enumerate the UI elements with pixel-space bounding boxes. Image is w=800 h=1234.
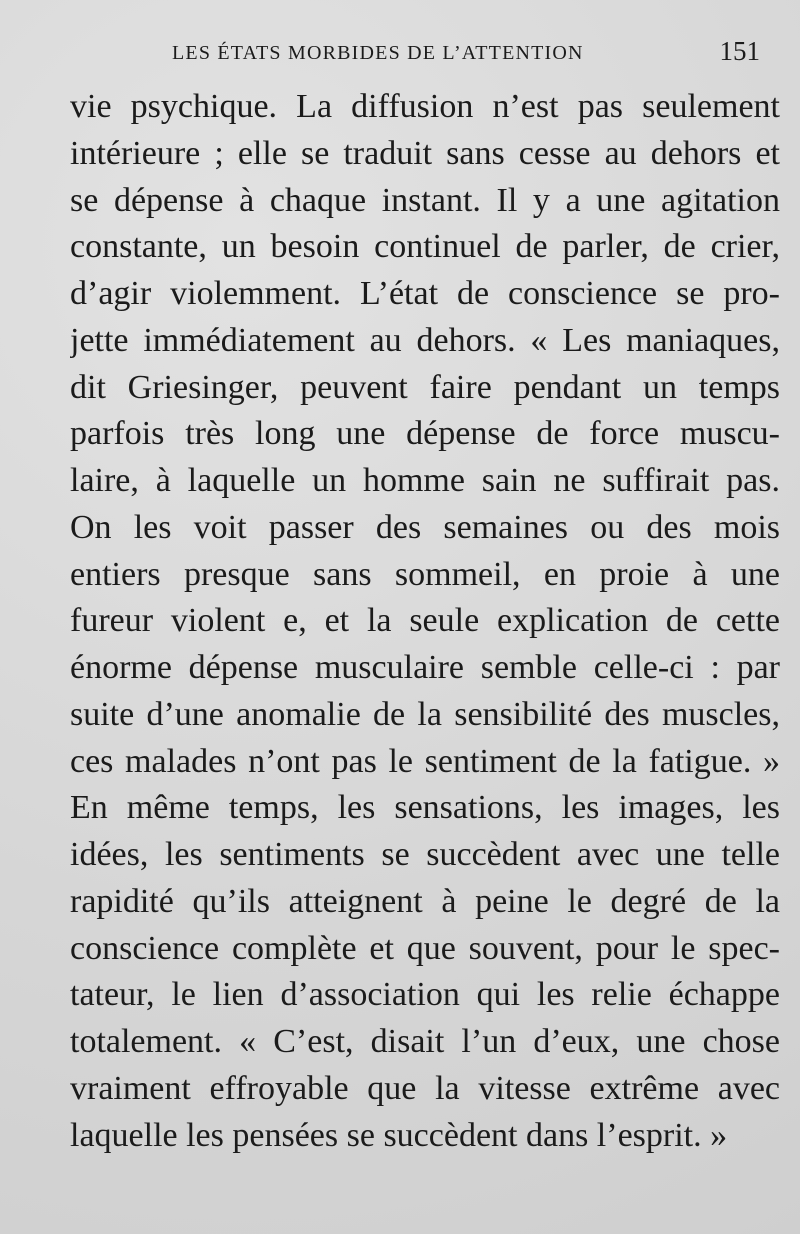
text-line: vraiment effroyable que la vitesse extrême avec	[70, 1069, 780, 1107]
text-line: d’agir violemment. L’état de conscience se pro-	[70, 275, 780, 312]
body-text	[70, 84, 780, 1159]
text-line: En même temps, les sensations, les images, les	[70, 789, 780, 827]
text-line: vie psychique. La diffusion n’est pas seulement	[70, 88, 780, 125]
text-line: On les voit passer des semaines ou des mois	[70, 508, 780, 546]
text-line: entiers presque sans sommeil, en proie à une	[70, 555, 780, 593]
text-line: conscience complète et que souvent, pour le spec-	[70, 929, 780, 967]
text-line: fureur violent e, et la seule explication de cette	[70, 602, 780, 640]
text-line: jette immédiatement au dehors. « Les maniaques,	[70, 321, 780, 359]
page-number: 151	[719, 36, 760, 66]
running-title: LES ÉTATS MORBIDES DE L’ATTENTION	[172, 42, 584, 64]
text-line: constante, un besoin continuel de parler, de crier,	[70, 228, 780, 266]
text-line: suite d’une anomalie de la sensibilité des muscles,	[70, 695, 780, 733]
text-line: ces malades n’ont pas le sentiment de la fatigue. »	[70, 742, 780, 780]
text-line: laquelle les pensées se succèdent dans l’esprit. »	[70, 1116, 728, 1154]
text-line: totalement. « C’est, disait l’un d’eux, une chose	[70, 1023, 780, 1060]
page-header	[172, 36, 760, 76]
text-line: laire, à laquelle un homme sain ne suffirait pas.	[70, 462, 780, 499]
text-line: tateur, le lien d’association qui les relie échappe	[70, 976, 780, 1014]
text-line: énorme dépense musculaire semble celle-ci : par	[70, 649, 780, 686]
text-line: parfois très long une dépense de force muscu-	[70, 415, 780, 453]
text-line: idées, les sentiments se succèdent avec une telle	[70, 836, 780, 873]
text-line: rapidité qu’ils atteignent à peine le degré de la	[70, 882, 780, 920]
text-line: se dépense à chaque instant. Il y a une agitation	[70, 181, 780, 219]
text-line: dit Griesinger, peuvent faire pendant un temps	[70, 368, 780, 406]
text-line: intérieure ; elle se traduit sans cesse au dehors et	[70, 134, 780, 172]
